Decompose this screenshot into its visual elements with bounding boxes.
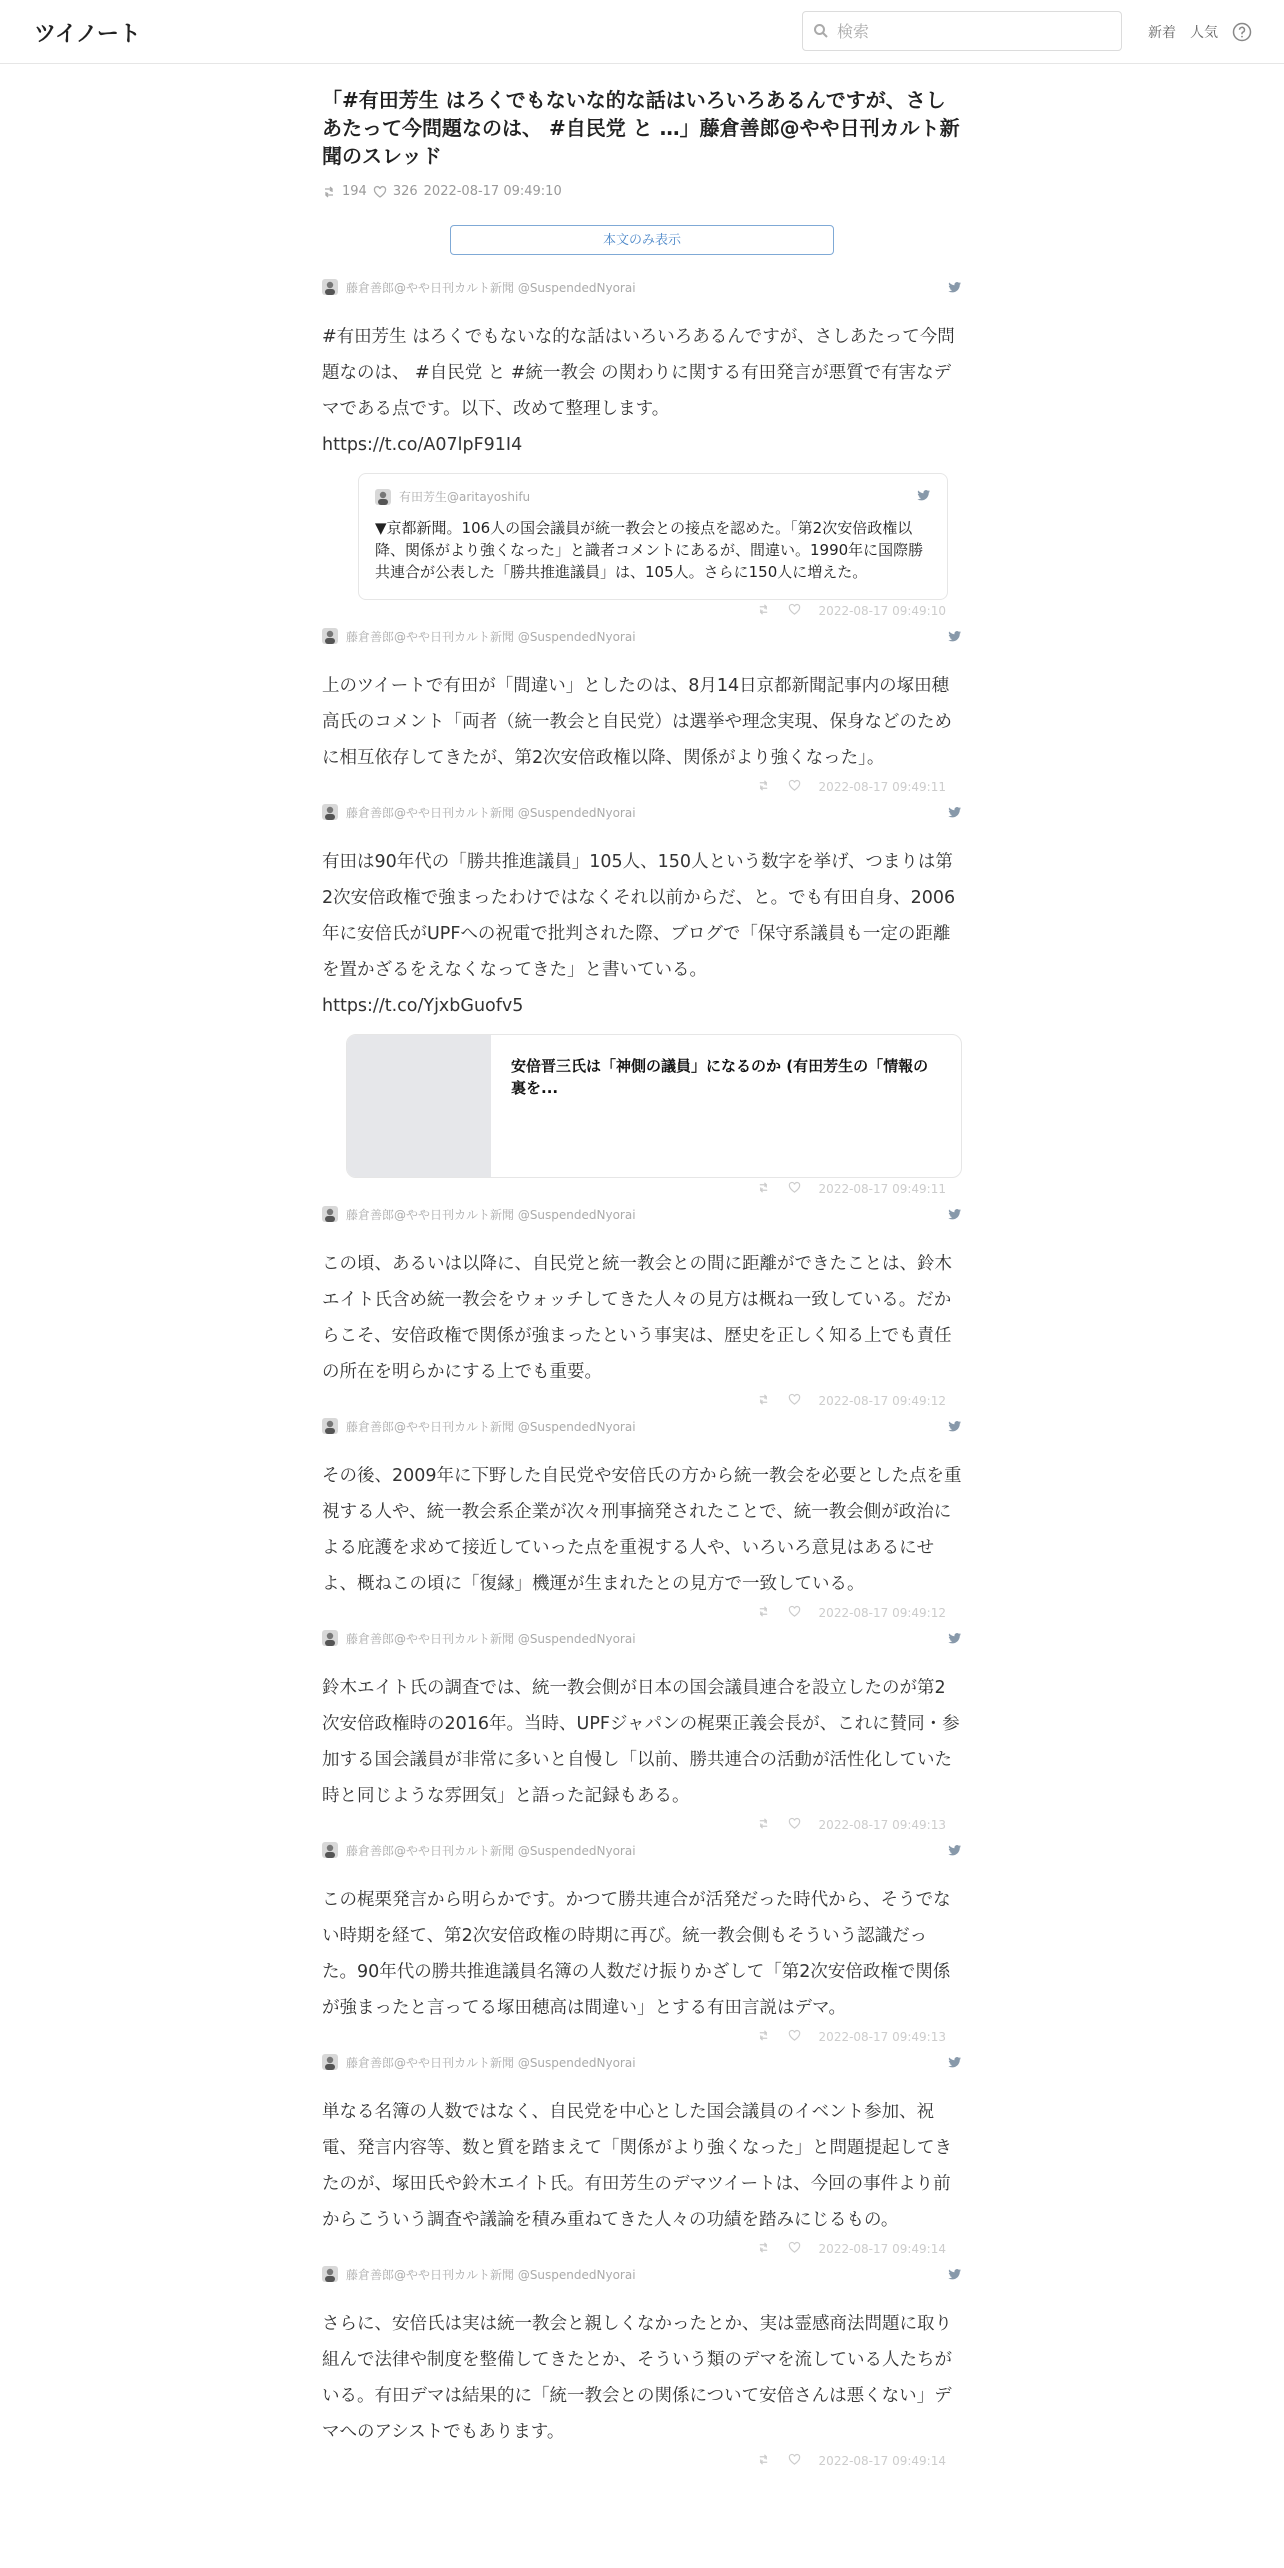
heart-icon[interactable] [788,1817,801,1833]
retweet-icon[interactable] [757,1605,770,1621]
tweet-author[interactable] [322,273,962,301]
quoted-tweet[interactable] [358,473,948,600]
heart-icon[interactable] [788,1393,801,1409]
tweet-text: この梶栗発言から明らかです。かつて勝共連合が活発だった時代から、そうでない時期を経て、第2次安倍政権の時期に再び。統一教会側もそういう認識だった。90年代の勝共推進議員名簿の人数だけ振りかざして「第2次安倍政権で関係が強まったと言ってる塚田穂高は間違い」とする有田言説はデマ。 [322,1890,951,2018]
twitter-icon[interactable] [948,1207,962,1221]
tweet-date: 2022-08-17 09:49:13 [818,1818,946,1832]
heart-icon[interactable] [788,2241,801,2257]
card-thumbnail [347,1035,491,1178]
author-name[interactable]: 藤倉善郎@やや日刊カルト新聞 @SuspendedNyorai [346,2055,636,2070]
retweet-icon[interactable] [757,779,770,795]
tweet-actions [322,600,962,622]
tweet-actions [322,2450,962,2472]
tweet-text: 上のツイートで有田が「間違い」としたのは、8月14日京都新聞記事内の塚田穂高氏のコメント「両者（統一教会と自民党）は選挙や理念実現、保身などのために相互依存してきたが、第2次安倍政権以降、関係がより強くなった」。 [322,676,952,768]
twitter-icon[interactable] [948,2267,962,2281]
tweet-actions [322,1602,962,1624]
avatar[interactable] [322,2054,338,2070]
author-name[interactable]: 藤倉善郎@やや日刊カルト新聞 @SuspendedNyorai [346,1843,636,1858]
tweet-item [322,622,962,798]
tweet-date: 2022-08-17 09:49:14 [818,2242,946,2256]
text-only-toggle-button[interactable]: 本文のみ表示 [450,225,834,255]
author-name[interactable]: 藤倉善郎@やや日刊カルト新聞 @SuspendedNyorai [346,1631,636,1646]
link-card[interactable] [346,1034,962,1178]
heart-icon[interactable] [788,779,801,795]
tweet-date: 2022-08-17 09:49:12 [818,1394,946,1408]
tweet-item [322,1412,962,1624]
tweet-actions [322,2238,962,2260]
author-name[interactable]: 藤倉善郎@やや日刊カルト新聞 @SuspendedNyorai [346,629,636,644]
heart-icon[interactable] [788,2453,801,2469]
retweet-icon[interactable] [757,2241,770,2257]
retweet-icon[interactable] [757,603,770,619]
tweet-text: 有田は90年代の「勝共推進議員」105人、150人という数字を挙げ、つまりは第2次安倍政権で強まったわけではなくそれ以前からだ、と。でも有田自身、2006年に安倍氏がUPFへの祝電で批判された際、ブログで「保守系議員も一定の距離を置かざるをえなくなってきた」と書いている。 [322,852,956,980]
author-name[interactable]: 藤倉善郎@やや日刊カルト新聞 @SuspendedNyorai [346,2267,636,2282]
retweet-icon[interactable] [757,2453,770,2469]
tweet-author[interactable] [322,1412,962,1440]
author-name[interactable]: 藤倉善郎@やや日刊カルト新聞 @SuspendedNyorai [346,805,636,820]
retweet-icon[interactable] [757,1817,770,1833]
heart-icon[interactable] [788,603,801,619]
retweet-icon[interactable] [757,2029,770,2045]
tweet-item [322,2048,962,2260]
nav-new-link[interactable]: 新着 [1148,25,1176,41]
heart-icon[interactable] [788,1181,801,1197]
like-count: 326 [392,184,418,199]
tweet-text: 鈴木エイト氏の調査では、統一教会側が日本の国会議員連合を設立したのが第2次安倍政権時の2016年。当時、UPFジャパンの梶栗正義会長が、これに賛同・参加する国会議員が非常に多いと自慢し「以前、勝共連合の活動が活性化していた時と同じような雰囲気」と語った記録もある。 [322,1678,960,1806]
tweet-actions [322,1178,962,1200]
tweet-item [322,798,962,1200]
tweet-actions [322,1390,962,1412]
tweet-date: 2022-08-17 09:49:14 [818,2454,946,2468]
tweet-item [322,1836,962,2048]
tweet-date: 2022-08-17 09:49:11 [818,780,946,794]
author-name[interactable]: 藤倉善郎@やや日刊カルト新聞 @SuspendedNyorai [346,1419,636,1434]
search-input[interactable] [837,22,1097,41]
avatar[interactable] [322,628,338,644]
tweet-link[interactable]: https://t.co/YjxbGuofv5 [322,996,524,1016]
tweet-actions [322,776,962,798]
retweet-icon [322,185,336,199]
avatar[interactable] [322,1842,338,1858]
heart-icon[interactable] [788,1605,801,1621]
tweet-date: 2022-08-17 09:49:12 [818,1606,946,1620]
help-icon[interactable] [1232,22,1252,42]
quote-text: ▼京都新聞。106人の国会議員が統一教会との接点を認めた。「第2次安倍政権以降、関係がより強くなった」と識者コメントにあるが、間違い。1990年に国際勝共連合が公表した「勝共推進議員」は、105人。さらに150人に増えた。 [375,519,924,581]
avatar[interactable] [322,2266,338,2282]
twitter-icon[interactable] [948,2055,962,2069]
retweet-icon[interactable] [757,1393,770,1409]
thread-title: 「#有田芳生 はろくでもないな的な話はいろいろあるんですが、さしあたって今問題なのは、 #自民党 と …」藤倉善郎@やや日刊カルト新聞のスレッド [322,88,960,168]
twitter-icon[interactable] [948,1419,962,1433]
tweet-actions [322,2026,962,2048]
avatar[interactable] [322,804,338,820]
thread-date: 2022-08-17 09:49:10 [423,184,562,199]
retweet-count: 194 [342,184,367,199]
twitter-icon[interactable] [917,488,931,502]
tweet-date: 2022-08-17 09:49:10 [818,604,946,618]
avatar[interactable] [322,1206,338,1222]
avatar[interactable] [322,1418,338,1434]
twitter-icon[interactable] [948,805,962,819]
tweet-item [322,2260,962,2472]
retweet-icon[interactable] [757,1181,770,1197]
tweet-item [322,1624,962,1836]
quote-author: 有田芳生@aritayoshifu [399,490,531,504]
twitter-icon[interactable] [948,280,962,294]
tweet-text: この頃、あるいは以降に、自民党と統一教会との間に距離ができたことは、鈴木エイト氏含め統一教会をウォッチしてきた人々の見方は概ね一致している。だからこそ、安倍政権で関係が強まったという事実は、歴史を正しく知る上でも責任の所在を明らかにする上でも重要。 [322,1254,952,1382]
tweet-list [322,273,962,2472]
tweet-link[interactable]: https://t.co/A07lpF91I4 [322,435,523,455]
thread-main [322,64,962,2472]
avatar[interactable] [322,1630,338,1646]
top-bar [0,0,1284,64]
twitter-icon[interactable] [948,1631,962,1645]
search-box[interactable] [802,11,1122,51]
tweet-text: 単なる名簿の人数ではなく、自民党を中心とした国会議員のイベント参加、祝電、発言内容等、数と質を踏まえて「関係がより強くなった」と問題提起してきたのが、塚田氏や鈴木エイト氏。有田芳生のデマツイートは、今回の事件より前からこういう調査や議論を積み重ねてきた人々の功績を踏みにじるもの。 [322,2102,952,2230]
tweet-text: さらに、安倍氏は実は統一教会と親しくなかったとか、実は霊感商法問題に取り組んで法律や制度を整備してきたとか、そういう類のデマを流している人たちがいる。有田デマは結果的に「統一教会との関係について安倍さんは悪くない」デマへのアシストでもあります。 [322,2314,952,2442]
header-nav [1148,22,1252,42]
tweet-author[interactable] [322,2048,962,2076]
site-logo[interactable]: ツイノート [34,22,141,47]
tweet-actions [322,1814,962,1836]
tweet-date: 2022-08-17 09:49:11 [818,1182,946,1196]
avatar[interactable] [322,279,338,295]
tweet-author[interactable] [322,1624,962,1652]
tweet-author[interactable] [322,1836,962,1864]
search-icon [813,23,829,39]
thread-meta [322,184,962,199]
tweet-item [322,273,962,622]
card-title: 安倍晋三氏は「神側の議員」になるのか (有田芳生の「情報の裏を... [511,1057,929,1097]
tweet-author[interactable] [322,2260,962,2288]
tweet-author[interactable] [322,1200,962,1228]
avatar [375,489,391,505]
tweet-date: 2022-08-17 09:49:13 [818,2030,946,2044]
heart-icon[interactable] [788,2029,801,2045]
author-name[interactable]: 藤倉善郎@やや日刊カルト新聞 @SuspendedNyorai [346,1207,636,1222]
twitter-icon[interactable] [948,629,962,643]
tweet-text: その後、2009年に下野した自民党や安倍氏の方から統一教会を必要とした点を重視する人や、統一教会系企業が次々刑事摘発されたことで、統一教会側が政治による庇護を求めて接近していった点を重視する人や、いろいろ意見はあるにせよ、概ねこの頃に「復縁」機運が生まれたとの見方で一致している。 [322,1466,962,1594]
tweet-text: #有田芳生 はろくでもないな的な話はいろいろあるんですが、さしあたって今問題なのは、 #自民党 と #統一教会 の関わりに関する有田発言が悪質で有害なデマである点です。以下、改めて整理します。 [322,327,955,419]
twitter-icon[interactable] [948,1843,962,1857]
nav-popular-link[interactable]: 人気 [1190,25,1218,41]
author-name[interactable]: 藤倉善郎@やや日刊カルト新聞 @SuspendedNyorai [346,280,636,295]
tweet-item [322,1200,962,1412]
heart-icon [373,185,387,199]
tweet-author[interactable] [322,798,962,826]
tweet-author[interactable] [322,622,962,650]
